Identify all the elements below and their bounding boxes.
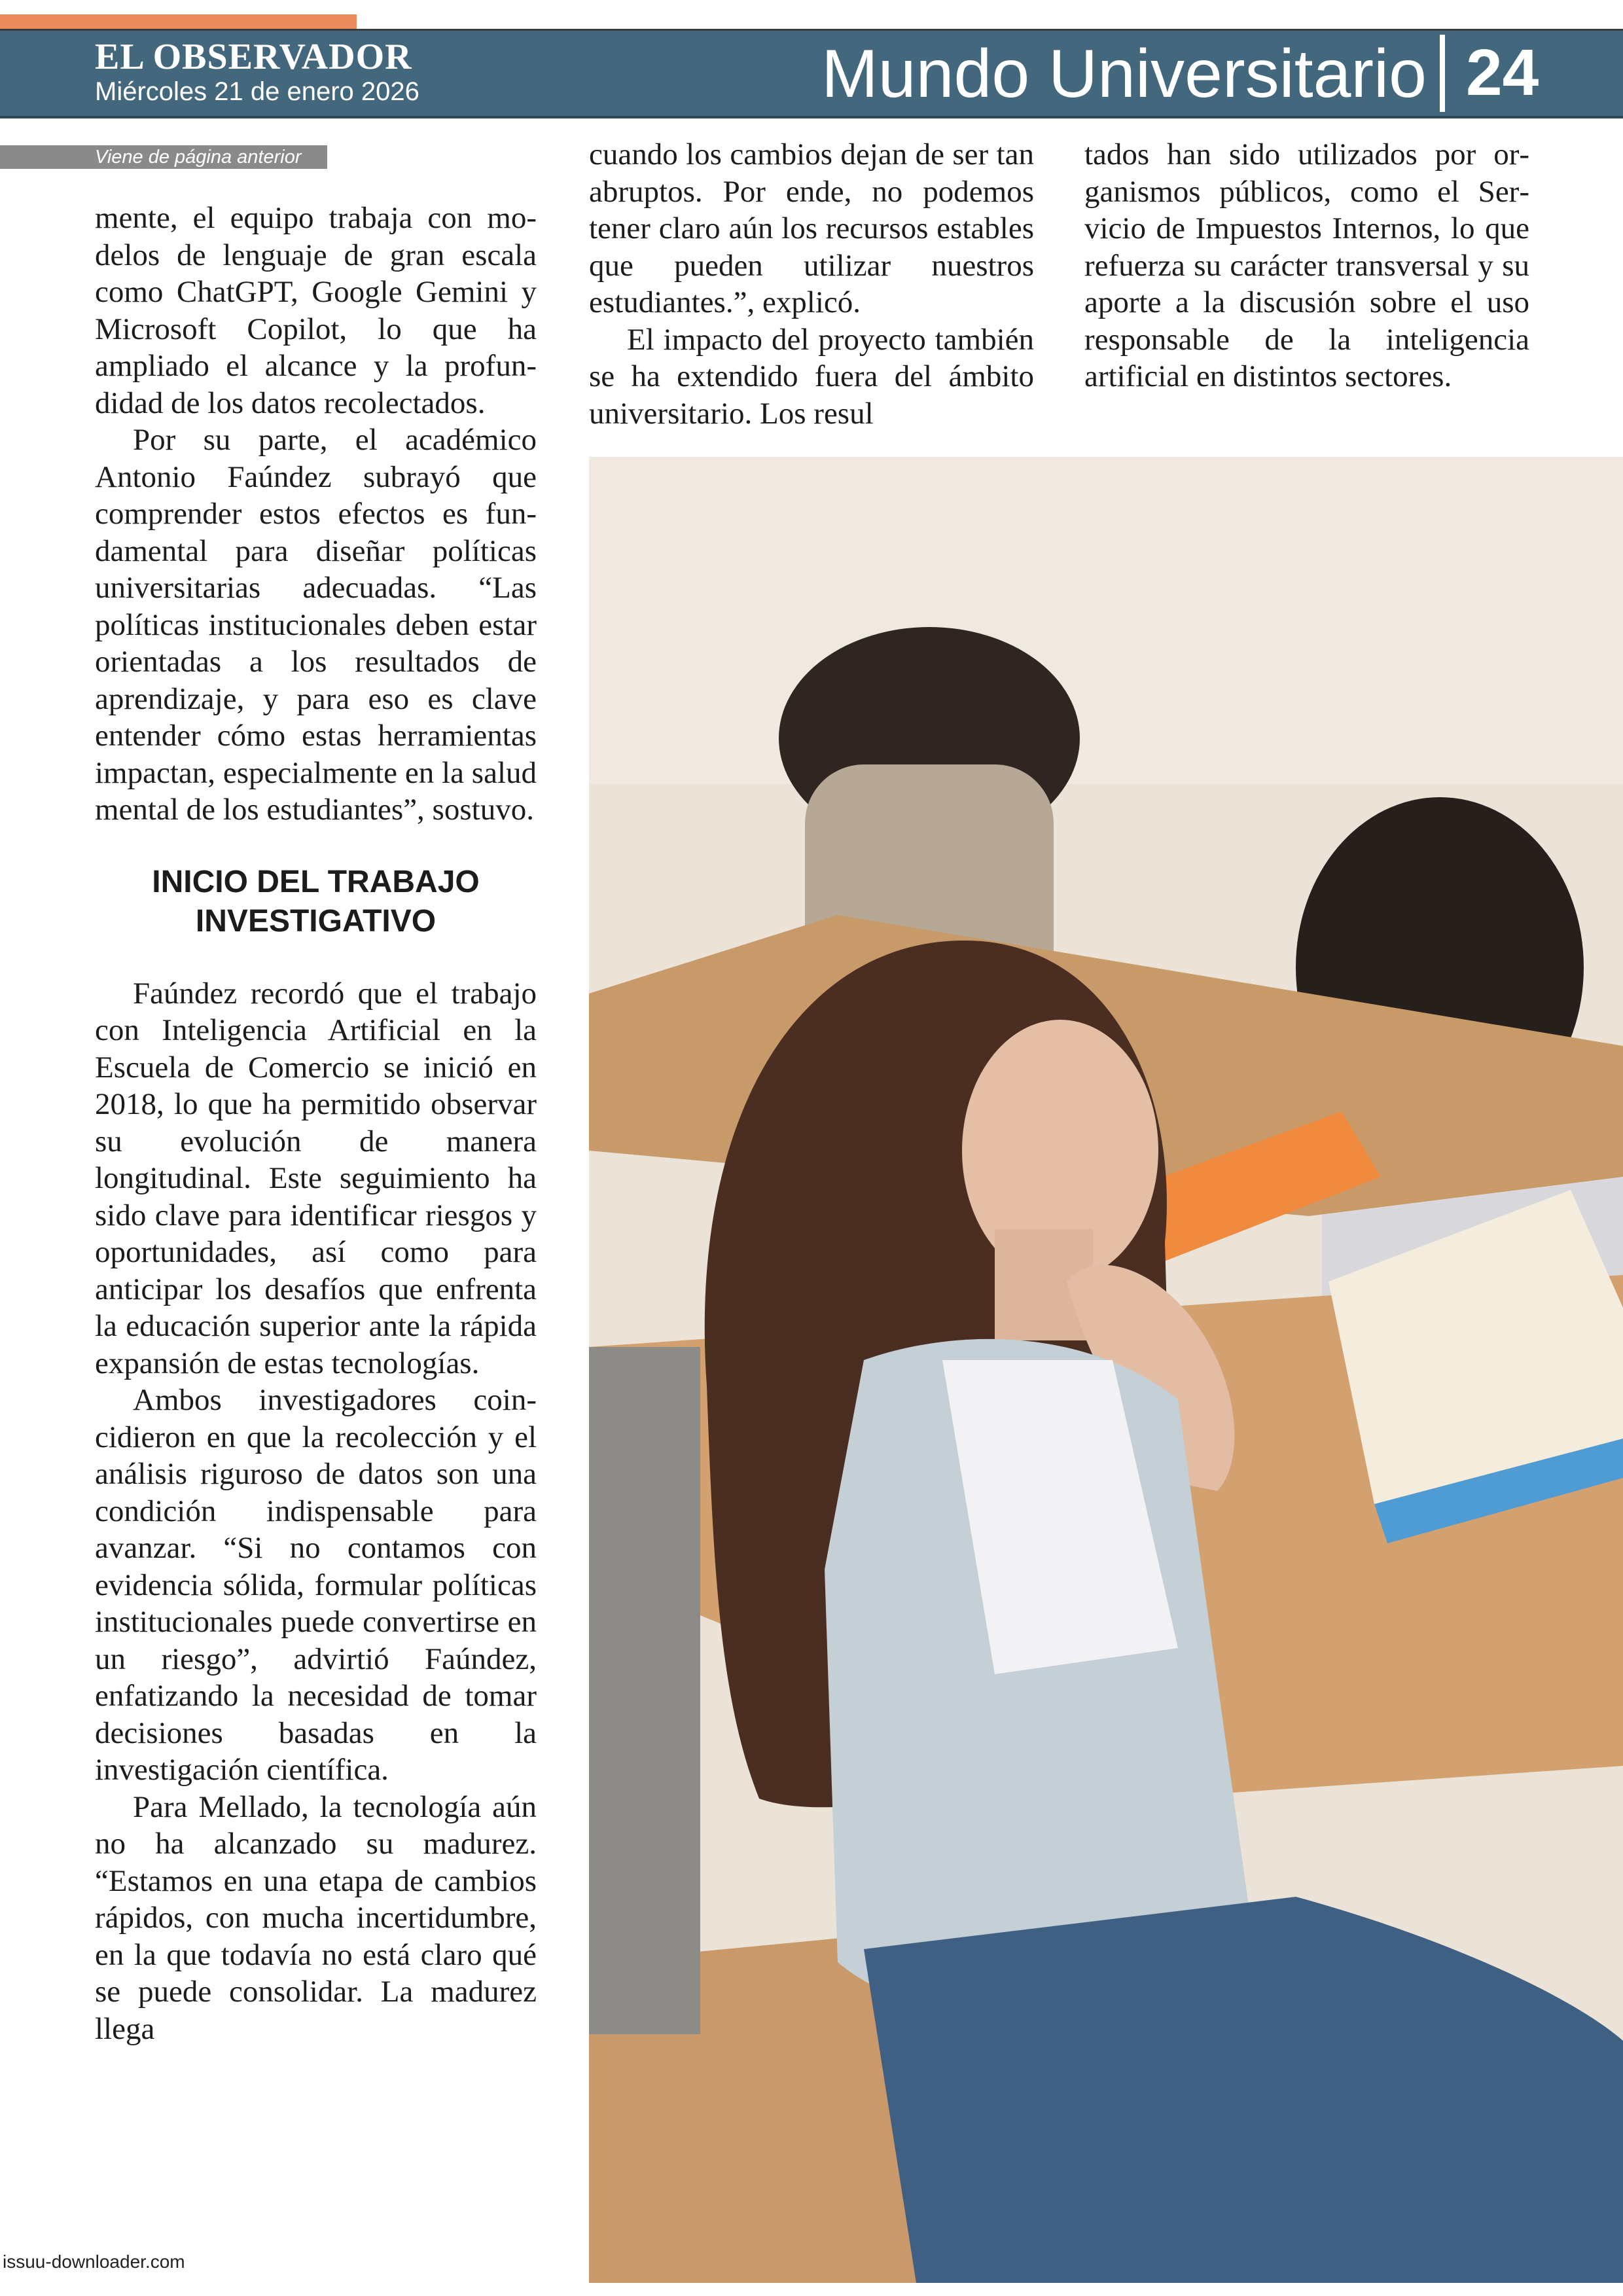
footer-credit: issuu-downloader.com: [3, 2251, 185, 2272]
article-column-1: [95, 200, 537, 2047]
header-accent-strip: [0, 14, 357, 29]
article-column-3: [1084, 136, 1529, 395]
paragraph: cuando los cambios dejan de ser tan abruptos. Por ende, no podemos tener claro aún los recursos estables que pueden utilizar nuestros estudiantes.”, explicó.: [589, 137, 1034, 319]
subhead: INICIO DEL TRABAJO INVESTIGATIVO: [152, 864, 480, 939]
paragraph: tados han sido utilizados por organismos públicos, como el Servicio de Impuestos Internos, lo que refuerza su carácter transversal y su aporte a la discusión sobre el uso responsable de la inteligencia artificial en distintos sectores.: [1084, 137, 1529, 393]
paragraph: Ambos investigadores coincidieron en que la recolección y el análisis riguroso de datos son una condición indispensable para avanzar. “Si no contamos con evidencia sólida, formular políticas institucionales puede convertirse en un riesgo”, advirtió Faúndez, enfatizando la necesidad de tomar decisiones basadas en la investigación científica.: [95, 1383, 537, 1787]
article-column-2: [589, 136, 1034, 432]
masthead: [95, 37, 419, 107]
paragraph: mente, el equipo trabaja con modelos de lenguaje de gran escala como ChatGPT, Google Gemini y Microsoft Copilot, lo que ha ampliado el alcance y la profundidad de los datos recolectados.: [95, 201, 537, 420]
header-bar: [0, 31, 1623, 118]
paper-name: EL OBSERVADOR: [95, 37, 412, 77]
paragraph: Por su parte, el académico Antonio Faúndez subrayó que comprender estos efectos es fundamental para diseñar políticas universitarias adecuadas. “Las políticas institucionales deben estar orientadas a los resultados de aprendizaje, y para eso es clave entender cómo estas herramientas impactan, especialmente en la salud mental de los estudiantes”, sostuvo.: [95, 423, 537, 827]
paragraph: El impacto del proyecto también se ha extendido fuera del ámbito universitario. Los resul: [589, 322, 1034, 431]
continued-from-previous-tag: Viene de página anterior: [0, 145, 327, 169]
header-divider: [1440, 35, 1445, 112]
article-photo-student-in-classroom: [589, 457, 1623, 2283]
section-title: Mundo Universitario: [821, 36, 1427, 112]
page-number: 24: [1466, 36, 1539, 109]
paragraph: Para Mellado, la tecnología aún no ha alcanzado su madurez. “Estamos en una etapa de cambios rápidos, con mucha incertidumbre, en la que todavía no está claro qué se puede consolidar. La madurez llega: [95, 1789, 537, 2046]
paragraph: Faúndez recordó que el trabajo con Inteligencia Artificial en la Escuela de Comercio se inició en 2018, lo que ha permitido observar su evolución de manera longitudinal. Este seguimiento ha sido clave para identificar riesgos y oportunidades, así como para anticipar los desafíos que enfrenta la educación superior ante la rápida expansión de estas tecnologías.: [95, 976, 537, 1380]
issue-date: Miércoles 21 de enero 2026: [95, 77, 419, 106]
